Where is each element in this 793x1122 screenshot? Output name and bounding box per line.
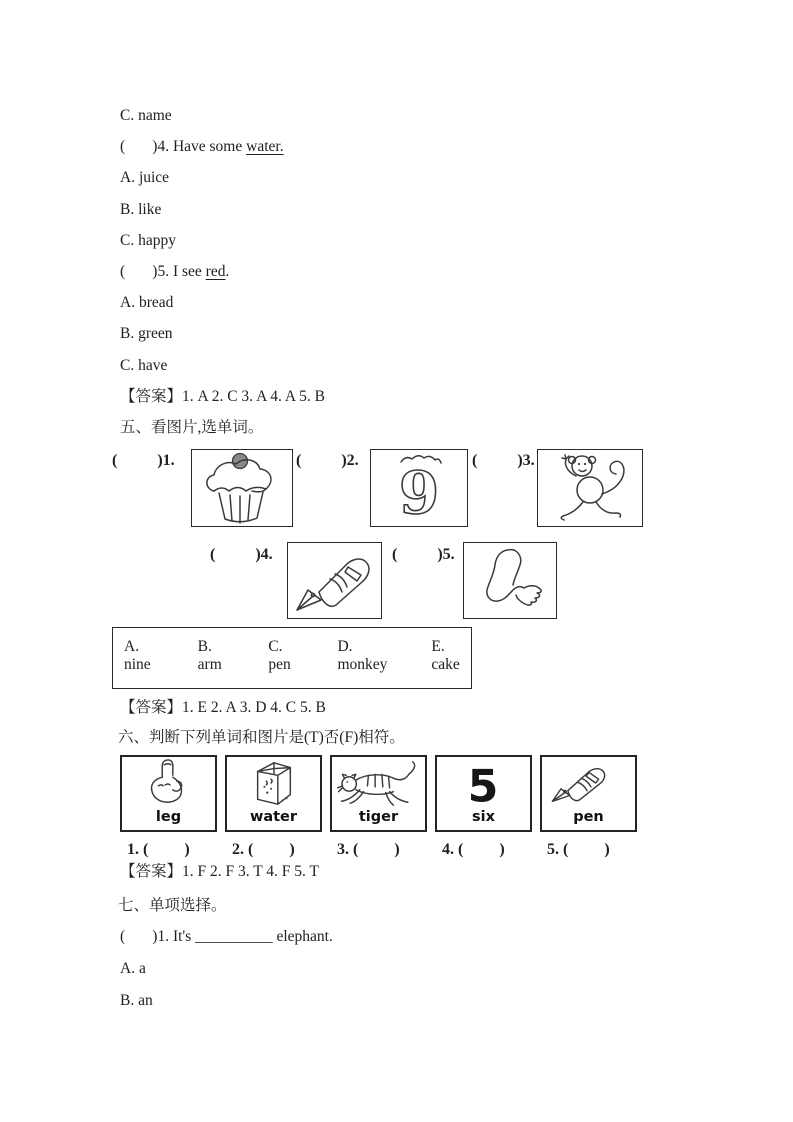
six-card-word: six xyxy=(472,809,495,825)
p5-options-box xyxy=(112,627,472,689)
pointing-finger-icon xyxy=(123,758,214,808)
q4-option-a: A. juice xyxy=(120,169,170,187)
p5-option-b: B. arm xyxy=(197,638,222,673)
svg-text:9: 9 xyxy=(398,459,440,526)
part6-section-title: 六、判断下列单词和图片是(T)否(F)相符。 xyxy=(118,729,405,746)
question-4-text: ( )4. Have some xyxy=(120,138,247,156)
part5-section-title: 五、看图片,选单词。 xyxy=(120,418,264,436)
question-5-underlined-answer: red xyxy=(205,262,226,280)
water-card xyxy=(225,755,322,832)
part7-section-title: 七、单项选择。 xyxy=(118,897,227,914)
cake-image-box xyxy=(191,449,293,527)
monkey-image-box xyxy=(537,449,643,527)
water-card-word: water xyxy=(249,809,298,825)
p6-blank-3: 3. ( ) xyxy=(337,841,400,858)
question-5-text: ( )5. I see xyxy=(120,262,206,280)
q5-option-b: B. green xyxy=(120,325,173,343)
svg-text:5: 5 xyxy=(467,761,499,808)
p5-option-e: E. cake xyxy=(431,638,460,673)
number-nine-icon xyxy=(371,450,467,526)
p5-item2-label: ( )2. xyxy=(296,452,359,469)
part4-answer-line: 【答案】1. A 2. C 3. A 4. A 5. B xyxy=(120,387,325,405)
p5-item3-label: ( )3. xyxy=(472,452,535,469)
p7-option-b: B. an xyxy=(120,992,153,1009)
leg-card-word: leg xyxy=(155,809,182,825)
leg-card xyxy=(120,755,217,832)
nine-image-box xyxy=(370,449,468,527)
tiger-card-word: tiger xyxy=(358,809,399,825)
cake-icon xyxy=(192,450,292,526)
q5-option-c: C. have xyxy=(120,356,168,374)
p6-blank-4: 4. ( ) xyxy=(442,841,505,858)
tiger-icon xyxy=(333,758,424,808)
p7-question-1: ( )1. It's __________ elephant. xyxy=(120,928,333,945)
option-c-name: C. name xyxy=(120,107,172,124)
water-carton-icon xyxy=(228,758,319,808)
part5-answer-line: 【答案】1. E 2. A 3. D 4. C 5. B xyxy=(120,699,326,716)
six-card xyxy=(435,755,532,832)
question-4 xyxy=(120,131,680,162)
number-five-icon xyxy=(438,758,529,808)
p6-blank-2: 2. ( ) xyxy=(232,841,295,858)
monkey-icon xyxy=(538,450,642,526)
pen-small-icon xyxy=(543,758,634,808)
pen-image-box xyxy=(287,542,382,619)
pen-card-word: pen xyxy=(573,809,604,825)
p6-blank-5: 5. ( ) xyxy=(547,841,610,858)
arm-image-box xyxy=(463,542,557,619)
q4-option-c: C. happy xyxy=(120,231,176,249)
question-5-period: . xyxy=(225,262,230,280)
q5-option-a: A. bread xyxy=(120,294,174,312)
p6-blank-1: 1. ( ) xyxy=(127,841,190,858)
question-4-underlined-answer: water. xyxy=(246,138,284,156)
pen-card xyxy=(540,755,637,832)
p7-option-a: A. a xyxy=(120,960,146,977)
part6-answer-line: 【答案】1. F 2. F 3. T 4. F 5. T xyxy=(120,863,319,880)
p5-option-a: A. nine xyxy=(124,638,151,673)
question-5 xyxy=(120,256,680,287)
p5-option-d: D. monkey xyxy=(337,638,388,673)
arm-icon xyxy=(464,543,556,618)
tiger-card xyxy=(330,755,427,832)
fountain-pen-icon xyxy=(288,543,381,618)
p5-option-c: C. pen xyxy=(268,638,291,673)
p5-item4-label: ( )4. xyxy=(210,546,273,563)
q4-option-b: B. like xyxy=(120,200,162,218)
p5-item1-label: ( )1. xyxy=(112,452,175,469)
part4-question-block xyxy=(120,100,680,443)
p5-item5-label: ( )5. xyxy=(392,546,455,563)
